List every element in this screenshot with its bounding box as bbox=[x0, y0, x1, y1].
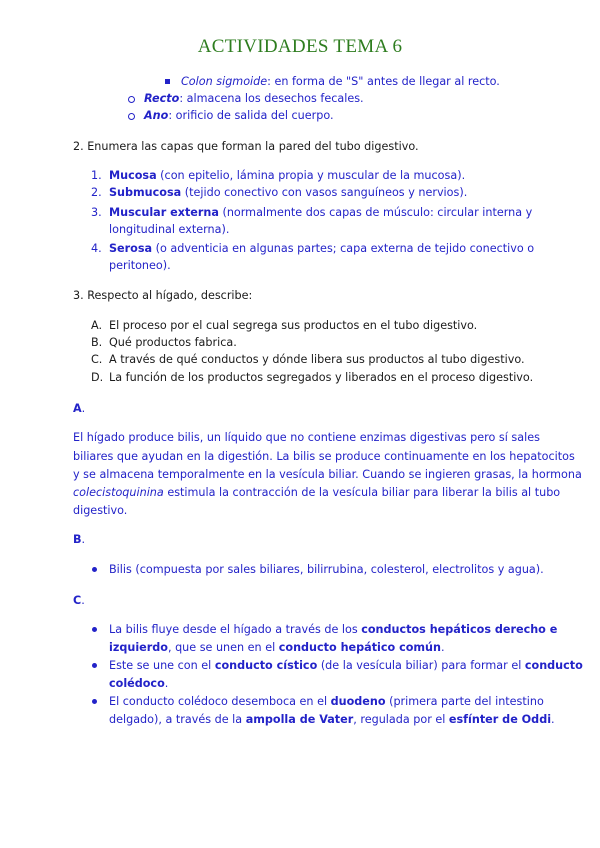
text-recto: : almacena los desechos fecales. bbox=[179, 92, 364, 105]
answer-a-label: A bbox=[73, 402, 82, 415]
q2-num-4: 4. bbox=[91, 242, 102, 255]
c-b3-text-b: (primera parte del intestino bbox=[385, 695, 544, 708]
answer-b-heading bbox=[73, 532, 85, 548]
q2-item-4 bbox=[109, 241, 535, 257]
c-b3-text-d: , regulada por el bbox=[353, 713, 449, 726]
answer-c-bullet-2-line-1 bbox=[109, 658, 583, 674]
c-b1-text-b: , que se unen en el bbox=[167, 641, 279, 654]
answer-a-line-3: y se almacena temporalmente en la vesícula biliar. Cuando se ingieren grasas, la hormona bbox=[73, 468, 582, 481]
answer-b-label: B bbox=[73, 533, 82, 546]
c-b3-text-e: . bbox=[551, 713, 555, 726]
q2-item-4-cont: peritoneo). bbox=[109, 259, 171, 272]
term-izquierdo: izquierdo bbox=[109, 641, 168, 654]
answer-a-line-4-text: estimula la contracción de la vesícula biliar para liberar la bilis al tubo bbox=[163, 486, 561, 499]
answer-a-heading bbox=[73, 401, 85, 417]
c-b1-text-a: La bilis fluye desde el hígado a través de los bbox=[109, 623, 362, 636]
list-item-colon bbox=[181, 74, 500, 90]
q3-item-b: Qué productos fabrica. bbox=[109, 336, 237, 349]
c-b1-text-c: . bbox=[441, 641, 445, 654]
answer-a-line-2: biliares que ayudan en la digestión. La bilis se produce continuamente en los hepatocitos bbox=[73, 450, 575, 463]
q3-letter-c: C. bbox=[91, 353, 103, 366]
term-submucosa: Submucosa bbox=[109, 186, 182, 199]
text-colon: : en forma de "S" antes de llegar al recto. bbox=[267, 75, 500, 88]
term-colecistoquinina: colecistoquinina bbox=[73, 486, 164, 499]
term-recto: Recto bbox=[144, 92, 180, 105]
q2-num-2: 2. bbox=[91, 186, 102, 199]
term-conducto-cistico: conducto cístico bbox=[214, 659, 318, 672]
answer-c-bullet-1-line-1 bbox=[109, 622, 558, 638]
c-b2-text-c: . bbox=[164, 677, 169, 690]
c-b2-text-a: Este se une con el bbox=[109, 659, 215, 672]
text-submucosa: (tejido conectivo con vasos sanguíneos y nervios). bbox=[181, 186, 468, 199]
q3-item-a: El proceso por el cual segrega sus productos en el tubo digestivo. bbox=[109, 319, 478, 332]
q3-letter-b: B. bbox=[91, 336, 103, 349]
q2-item-3-cont: longitudinal externa). bbox=[109, 223, 230, 236]
term-duodeno: duodeno bbox=[330, 695, 386, 708]
answer-c-bullet-3-line-1 bbox=[109, 694, 544, 710]
q2-item-1 bbox=[109, 168, 465, 184]
q3-letter-d: D. bbox=[91, 371, 104, 384]
q2-item-2 bbox=[109, 185, 467, 201]
text-muscular-externa-1: (normalmente dos capas de músculo: circular interna y bbox=[218, 206, 533, 219]
square-bullet-icon bbox=[165, 79, 170, 84]
text-ano: : orificio de salida del cuerpo. bbox=[168, 109, 334, 122]
answer-c-bullet-1-line-2 bbox=[109, 640, 445, 656]
q2-num-1: 1. bbox=[91, 169, 102, 182]
answer-c-bullet-2-line-2 bbox=[109, 676, 168, 692]
answer-c-label: C bbox=[73, 594, 82, 607]
bullet-dot-icon bbox=[92, 663, 97, 668]
c-b2-text-b: (de la vesícula biliar) para formar el bbox=[317, 659, 525, 672]
question-3: 3. Respecto al hígado, describe: bbox=[73, 289, 253, 302]
answer-a-line-1: El hígado produce bilis, un líquido que no contiene enzimas digestivas pero sí sales bbox=[73, 431, 540, 444]
answer-b-dot: . bbox=[81, 533, 86, 546]
answer-a-line-5: digestivo. bbox=[73, 504, 128, 517]
text-mucosa: (con epitelio, lámina propia y muscular de la mucosa). bbox=[156, 169, 466, 182]
answer-a-dot: . bbox=[81, 402, 86, 415]
bullet-dot-icon bbox=[92, 567, 97, 572]
bullet-dot-icon bbox=[92, 627, 97, 632]
term-mucosa: Mucosa bbox=[109, 169, 157, 182]
circle-bullet-icon bbox=[128, 113, 135, 120]
list-item-recto bbox=[144, 91, 364, 107]
answer-c-heading bbox=[73, 593, 85, 609]
circle-bullet-icon bbox=[128, 96, 135, 103]
term-conducto: conducto bbox=[524, 659, 583, 672]
term-coledoco: colédoco bbox=[109, 677, 165, 690]
term-serosa: Serosa bbox=[109, 242, 153, 255]
term-colon: Colon sigmoide bbox=[181, 75, 268, 88]
q3-item-d: La función de los productos segregados y liberados en el proceso digestivo. bbox=[109, 371, 534, 384]
page-title: ACTIVIDADES TEMA 6 bbox=[197, 36, 403, 57]
q3-letter-a: A. bbox=[91, 319, 103, 332]
term-esfinter-de-oddi: esfínter de Oddi bbox=[448, 713, 552, 726]
q3-item-c: A través de qué conductos y dónde libera sus productos al tubo digestivo. bbox=[109, 353, 525, 366]
answer-a-line-4 bbox=[73, 485, 561, 501]
question-2: 2. Enumera las capas que forman la pared del tubo digestivo. bbox=[73, 140, 419, 153]
answer-c-dot: . bbox=[81, 594, 85, 607]
term-muscular-externa: Muscular externa bbox=[109, 206, 219, 219]
term-ano: Ano bbox=[144, 109, 169, 122]
q2-item-3 bbox=[109, 205, 533, 221]
c-b3-text-a: El conducto colédoco desemboca en el bbox=[109, 695, 331, 708]
list-item-ano bbox=[144, 108, 334, 124]
text-serosa-1: (o adventicia en algunas partes; capa externa de tejido conectivo o bbox=[152, 242, 535, 255]
c-b3-text-c: delgado), a través de la bbox=[109, 713, 246, 726]
term-ampolla-de-vater: ampolla de Vater bbox=[245, 713, 354, 726]
q2-num-3: 3. bbox=[91, 206, 102, 219]
term-conductos-hepaticos: conductos hepáticos derecho e bbox=[361, 623, 558, 636]
answer-c-bullet-3-line-2 bbox=[109, 712, 555, 728]
term-conducto-hepatico-comun: conducto hepático común bbox=[278, 641, 441, 654]
bullet-dot-icon bbox=[92, 699, 97, 704]
answer-b-bullet: Bilis (compuesta por sales biliares, bilirrubina, colesterol, electrolitos y agua). bbox=[109, 563, 544, 576]
